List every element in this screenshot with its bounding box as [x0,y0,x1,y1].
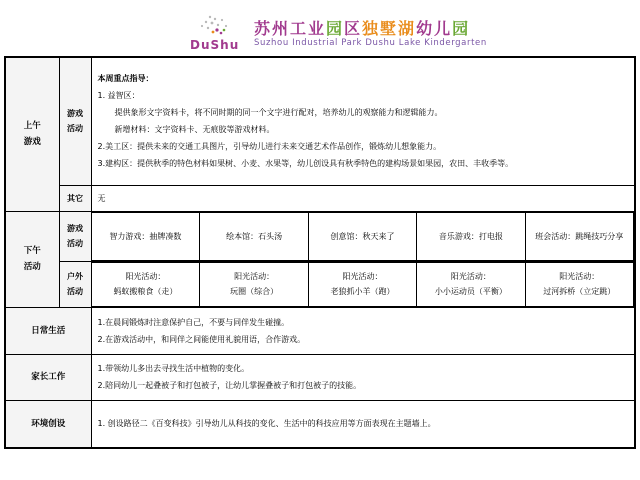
afternoon-game-item: 班会活动：跳绳技巧分享 [525,212,633,260]
afternoon-outdoor-label: 户外活动 [59,261,91,307]
morning-game-row [5,57,635,185]
page-header [0,0,640,56]
afternoon-game-cells [91,211,635,261]
weekly-plan-table [4,56,636,449]
afternoon-section-label: 下午活动 [5,211,59,307]
outdoor-item: 阳光活动： 过河拆桥（立定跳） [525,262,633,306]
afternoon-outdoor-row [5,261,635,307]
kindergarten-name: 苏州工业园区独墅湖幼儿园 [254,19,471,38]
kindergarten-logo [188,14,250,52]
afternoon-game-item: 音乐游戏：打电报 [417,212,525,260]
morning-other-label: 其它 [59,185,91,211]
parents-work-content: 1.带领幼儿多出去寻找生活中植物的变化。 2.陪同幼儿一起叠被子和打包被子，让幼儿掌握叠被子和打包被子的技能。 [91,354,635,400]
morning-section-label: 上午游戏 [5,57,59,211]
morning-other-row [5,185,635,211]
environment-row [5,400,635,448]
daily-life-label: 日常生活 [5,307,91,354]
morning-game-content: 本周重点指导： 1. 益智区： 提供象形文字资料卡，将不同时期的同一个文字进行配对，培养幼儿的观察能力和逻辑能力。 新增材料：文字资料卡、无痕胶等游戏材料。 2.美工区：提供未来的交通工具图片，引导幼儿进行未来交通艺术作品创作，锻炼幼儿想象能力。 3.建构区：提供秋季的特色材料如果树、小麦、水果等，幼儿创设具有秋季特色的建构场景如果园，农田、丰收季等。 [91,57,635,185]
environment-label: 环境创设 [5,400,91,448]
outdoor-item: 阳光活动： 老狼抓小羊（跑） [308,262,416,306]
parents-work-row [5,354,635,400]
logo-text: DuShu [190,38,240,52]
environment-content: 1. 创设路径二《百变科技》引导幼儿从科技的变化、生活中的科技应用等方面表现在主题墙上。 [91,400,635,448]
outdoor-item: 阳光活动： 小小运动员（平衡） [417,262,525,306]
daily-life-row [5,307,635,354]
afternoon-game-label: 游戏活动 [59,211,91,261]
morning-game-label: 游戏活动 [59,57,91,185]
morning-other-value: 无 [91,185,635,211]
parents-work-label: 家长工作 [5,354,91,400]
outdoor-item: 阳光活动： 蚂蚁搬粮食（走） [92,262,200,306]
afternoon-game-item: 绘本馆：石头汤 [200,212,308,260]
kindergarten-english-name: Suzhou Industrial Park Dushu Lake Kindergarten [254,38,487,48]
afternoon-game-item: 智力游戏：抽牌凑数 [92,212,200,260]
afternoon-outdoor-cells [91,261,635,307]
outdoor-item: 阳光活动： 玩圈（综合） [200,262,308,306]
afternoon-game-row [5,211,635,261]
afternoon-game-item: 创意馆：秋天来了 [308,212,416,260]
daily-life-content: 1.在晨间锻炼时注意保护自己，不要与同伴发生碰撞。 2.在游戏活动中，和同伴之间能使用礼貌用语，合作游戏。 [91,307,635,354]
